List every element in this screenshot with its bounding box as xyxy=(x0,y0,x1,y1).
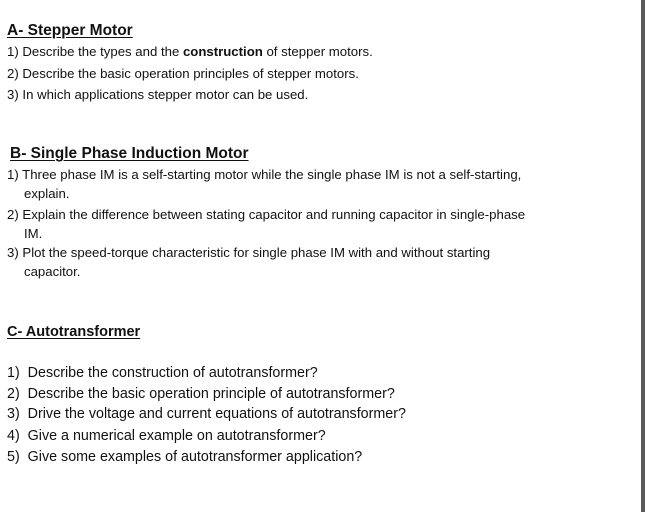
section-c-heading: C- Autotransformer xyxy=(7,324,141,340)
item-text: Give some examples of autotransformer application? xyxy=(27,449,363,465)
section-c-item-4 xyxy=(7,428,326,444)
item-text-bold: construction xyxy=(182,44,263,59)
item-number: 1) xyxy=(7,44,19,59)
section-a-heading: A- Stepper Motor xyxy=(7,22,133,39)
item-text-line-1: Plot the speed-torque characteristic for single phase IM with and without starting xyxy=(22,245,491,260)
item-text: Describe the basic operation principle of autotransformer? xyxy=(27,386,395,402)
item-text: In which applications stepper motor can be used. xyxy=(22,87,309,102)
item-number: 4) xyxy=(7,428,20,444)
item-number: 2) xyxy=(7,66,19,81)
item-number: 3) xyxy=(7,245,19,260)
item-text-line-1: Explain the difference between stating capacitor and running capacitor in single-phase xyxy=(22,207,526,222)
item-number: 3) xyxy=(7,406,20,422)
section-c-item-3 xyxy=(7,406,406,422)
item-text-line-2: IM. xyxy=(24,226,43,241)
item-text: Describe the basic operation principles of stepper motors. xyxy=(22,66,359,81)
item-number: 2) xyxy=(7,207,19,222)
item-number: 1) xyxy=(7,167,19,182)
item-text-line-1: Three phase IM is a self-starting motor while the single phase IM is not a self-starting, xyxy=(22,167,522,182)
section-c-item-1 xyxy=(7,365,318,381)
page-edge-bar xyxy=(641,0,645,512)
section-c-item-2 xyxy=(7,386,395,402)
section-a-item-1 xyxy=(7,44,373,59)
item-number: 3) xyxy=(7,87,19,102)
section-a-item-3 xyxy=(7,87,308,102)
item-number: 1) xyxy=(7,365,20,381)
item-text: Describe the construction of autotransformer? xyxy=(27,365,318,381)
item-number: 5) xyxy=(7,449,20,465)
item-text-post: of stepper motors. xyxy=(262,44,373,59)
item-text-line-2: capacitor. xyxy=(24,264,81,279)
item-text: Drive the voltage and current equations of autotransformer? xyxy=(27,406,406,422)
section-a-item-2 xyxy=(7,66,359,81)
section-b-heading: B- Single Phase Induction Motor xyxy=(10,145,249,162)
item-text: Give a numerical example on autotransformer? xyxy=(27,428,326,444)
item-text-pre: Describe the types and the xyxy=(22,44,183,59)
item-number: 2) xyxy=(7,386,20,402)
section-c-item-5 xyxy=(7,449,362,465)
item-text-line-2: explain. xyxy=(24,186,70,201)
